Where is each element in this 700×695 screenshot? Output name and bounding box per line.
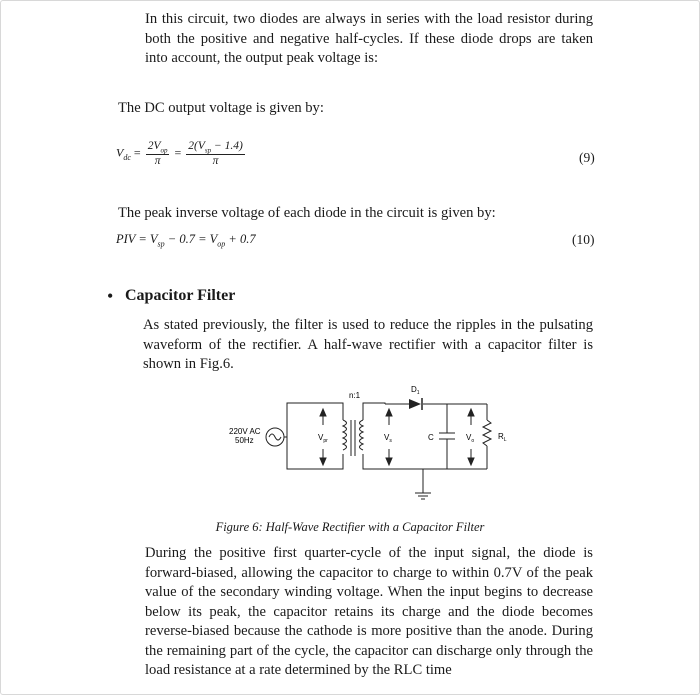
capacitor-label: C [428,433,434,442]
figure-caption: Figure 6: Half-Wave Rectifier with a Capacitor Filter [215,520,485,534]
vs-label: $V_s$ [384,433,392,444]
equation-10: PIV = $V_{sp} - 0.7 = V_{op} + 0.7$ [116,232,256,249]
bullet-icon: • [107,286,114,306]
diode-icon [409,398,422,410]
circuit-diagram [225,380,525,505]
equation-10-number: (10) [572,232,595,247]
source-label-2: 50Hz [235,436,254,445]
section-heading: Capacitor Filter [125,287,236,304]
source-label-1: 220V AC [229,427,261,436]
eq9-fraction-1: $\frac{2V_{op}}{\pi}$ [147,140,168,168]
eq9-fraction-2: $\frac{2(V_{sp} - 1.4)}{\pi}$ [188,140,243,168]
secondary-coil [360,420,364,450]
load-resistor-icon [483,420,491,446]
paragraph-intro: In this circuit, two diodes are always in series with the load resistor during both the positive and negative half-cycles. If these diode drops are taken into account, the output peak voltage is: [145,11,593,66]
equation-9: $V_{dc}$ = $\frac{2V_{op}}{\pi}$ = $\frac{2(V_{sp} - 1.4)}{\pi}$ [116,140,243,168]
vpr-label: $V_{pr}$ [318,433,328,444]
dc-output-text: The DC output voltage is given by: [118,100,324,116]
turns-ratio-label: n:1 [349,391,361,400]
primary-coil [343,420,347,450]
vo-label: $V_o$ [466,433,475,444]
paragraph-filter: As stated previously, the filter is used to reduce the ripples in the pulsating waveform of the rectifier. A half-wave rectifier with a capacitor filter is shown in Fig.6. [143,317,593,372]
piv-text: The peak inverse voltage of each diode in the circuit is given by: [118,205,496,221]
rl-label: $R_L$ [498,432,507,443]
paragraph-operation: During the positive first quarter-cycle of the input signal, the diode is forward-biased, allowing the capacitor to charge to within 0.7V of the peak value of the secondary winding voltage. When the input begins to decrease below its peak, the capacitor retains its charge and the diode becomes reverse-biased because the cathode is more positive than the anode. During the remaining part of the cycle, the capacitor can discharge only through the load resistance at a rate determined by the RLC time [145,545,593,678]
diode-label: $D_1$ [411,385,420,396]
equation-9-number: (9) [579,150,595,165]
